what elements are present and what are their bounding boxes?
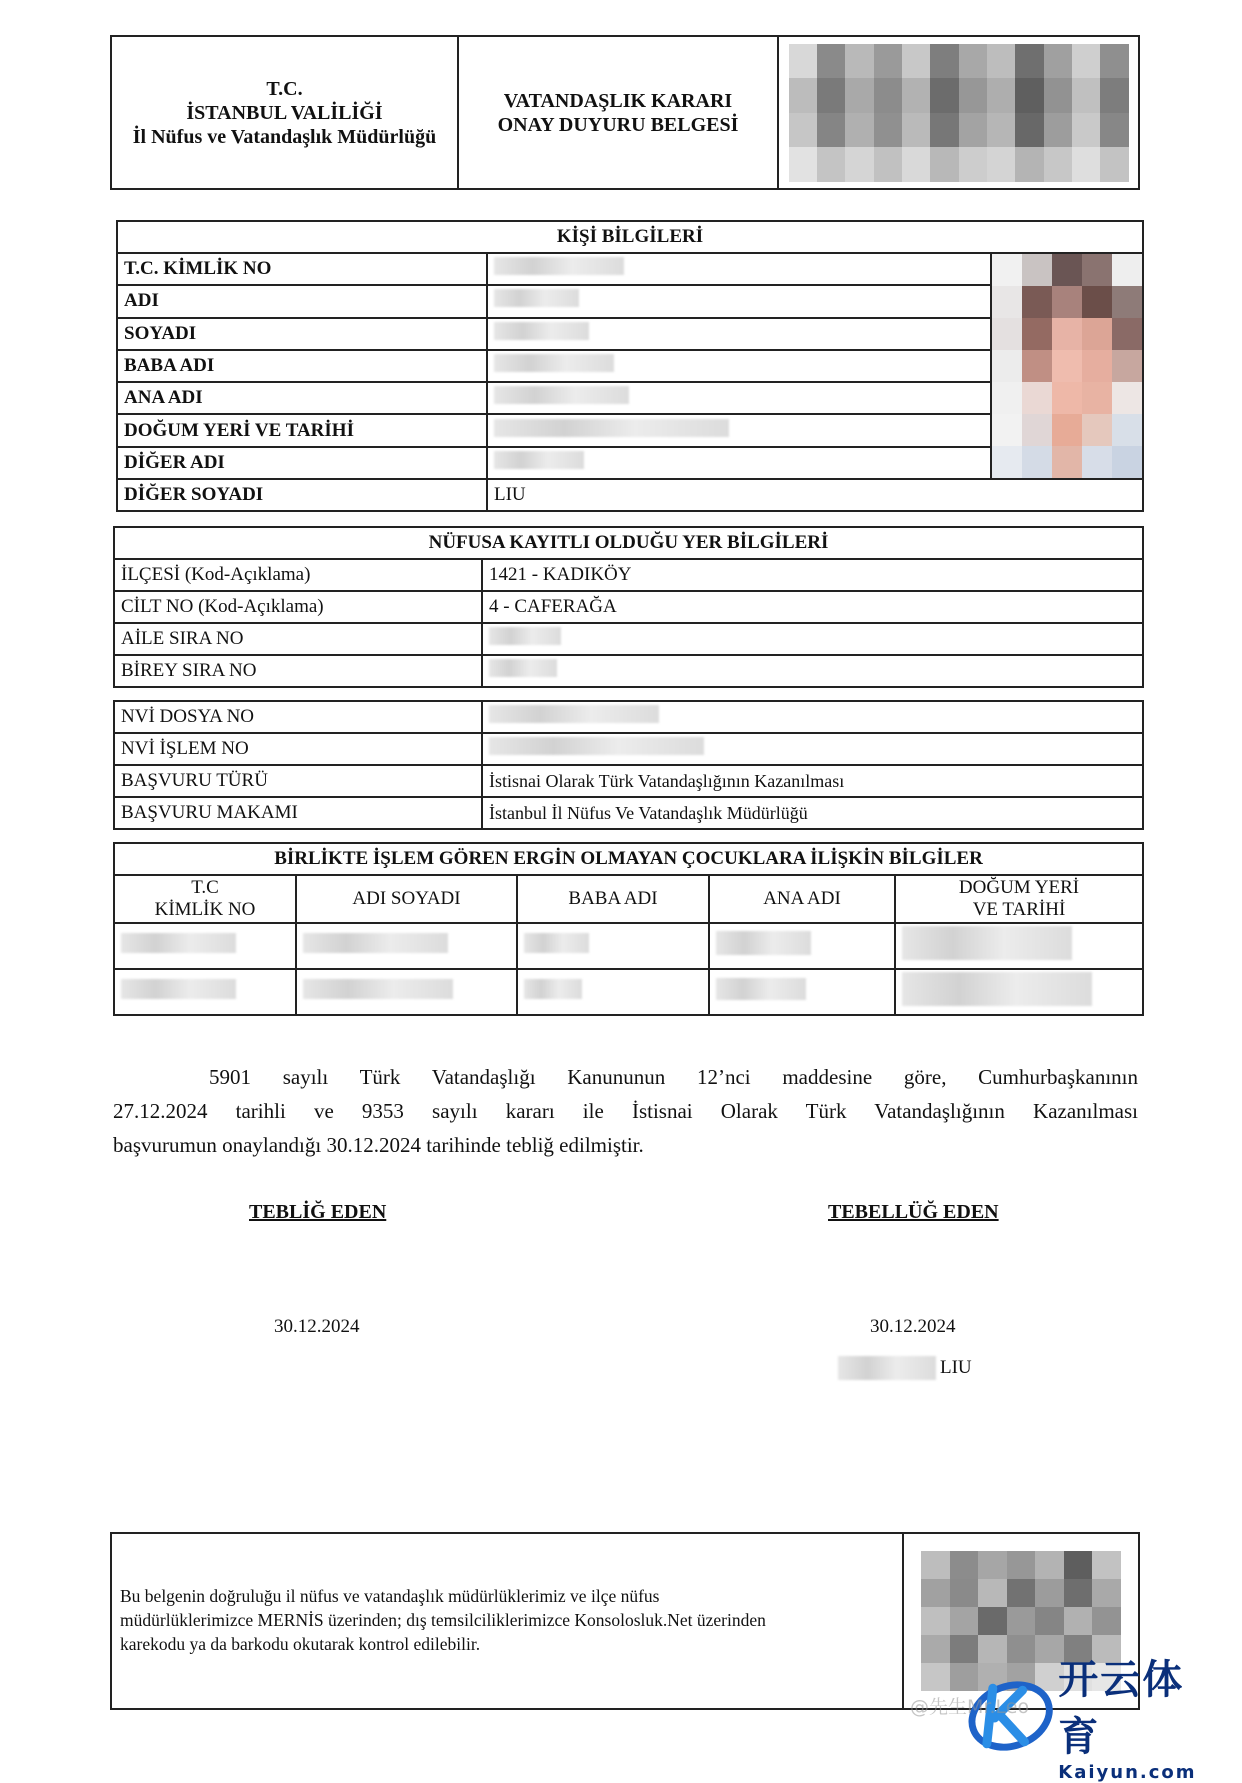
authority-line-1: T.C.	[266, 77, 303, 100]
redacted-value	[902, 972, 1092, 1006]
redacted-value	[121, 933, 236, 953]
title-line-1: VATANDAŞLIK KARARI	[503, 89, 733, 112]
statement-line-1: 5901 sayılı Türk Vatandaşlığı Kanununun 12’nci maddesine göre, Cumhurbaşkanının	[209, 1065, 1138, 1089]
value-baba-adi	[487, 350, 991, 382]
col-adi-soyadi: ADI SOYADI	[296, 875, 517, 923]
header-barcode	[779, 37, 1138, 188]
value-birey-sira-no	[482, 655, 1143, 687]
redacted-value	[494, 289, 579, 307]
watermark-domain: Kaiyun.com	[1058, 1762, 1197, 1783]
statement-line-2: 27.12.2024 tarihli ve 9353 sayılı kararı ile İstisnai Olarak Türk Vatandaşlığının Kazanılması	[113, 1099, 1138, 1123]
table-row	[114, 969, 1143, 1015]
label-baba-adi: BABA ADI	[117, 350, 487, 382]
value-dogum-yeri-tarihi	[487, 414, 991, 446]
children-info-table	[113, 842, 1144, 1016]
statement-line-3: başvurumun onaylandığı 30.12.2024 tarihinde tebliğ edilmiştir.	[113, 1133, 644, 1157]
col-tc-kimlik-no-line-2: KİMLİK NO	[154, 899, 256, 920]
redacted-value	[524, 933, 589, 953]
redacted-value	[716, 978, 806, 1000]
value-basvuru-makami: İstanbul İl Nüfus Ve Vatandaşlık Müdürlüğü	[482, 797, 1143, 829]
value-basvuru-turu: İstisnai Olarak Türk Vatandaşlığının Kazanılması	[482, 765, 1143, 797]
photo-cell	[991, 253, 1143, 479]
statement-paragraph	[113, 1060, 1138, 1162]
redacted-value	[489, 705, 659, 723]
right-signature-surname: LIU	[940, 1357, 972, 1378]
label-basvuru-makami: BAŞVURU MAKAMI	[114, 797, 482, 829]
left-signature-title: TEBLİĞ EDEN	[249, 1201, 387, 1223]
footer-line-2: müdürlüklerimizce MERNİS üzerinden; dış temsilciliklerimizce Konsolosluk.Net üzerinden	[120, 1610, 766, 1630]
left-signature-date: 30.12.2024	[274, 1316, 360, 1337]
label-birey-sira-no: BİREY SIRA NO	[114, 655, 482, 687]
verification-text	[112, 1534, 904, 1708]
watermark-brand: 开云体育	[1058, 1657, 1185, 1760]
label-aile-sira-no: AİLE SIRA NO	[114, 623, 482, 655]
redacted-value	[838, 1356, 936, 1380]
col-dogum-yeri-tarihi	[895, 875, 1143, 923]
redacted-value	[303, 979, 453, 999]
footer-line-1: Bu belgenin doğruluğu il nüfus ve vatandaşlık müdürlüklerimiz ve ilçe nüfus	[120, 1586, 660, 1606]
value-diger-adi	[487, 447, 991, 479]
label-nvi-islem-no: NVİ İŞLEM NO	[114, 733, 482, 765]
value-adi	[487, 285, 991, 317]
personal-section-title: KİŞİ BİLGİLERİ	[117, 221, 1143, 253]
redacted-value	[524, 979, 582, 999]
redacted-value	[303, 933, 448, 953]
redacted-value	[121, 979, 236, 999]
redacted-value	[494, 419, 729, 437]
registry-section-title: NÜFUSA KAYITLI OLDUĞU YER BİLGİLERİ	[114, 527, 1143, 559]
col-baba-adi: BABA ADI	[517, 875, 709, 923]
label-ilcesi: İLÇESİ (Kod-Açıklama)	[114, 559, 482, 591]
redacted-value	[902, 926, 1072, 960]
title-line-2: ONAY DUYURU BELGESİ	[497, 113, 739, 136]
right-signature-title: TEBELLÜĞ EDEN	[828, 1201, 999, 1223]
col-tc-kimlik-no-line-1: T.C	[191, 877, 219, 898]
barcode-blurred-image	[789, 44, 1129, 182]
label-dogum-yeri-tarihi: DOĞUM YERİ VE TARİHİ	[117, 414, 487, 446]
label-diger-adi: DİĞER ADI	[117, 447, 487, 479]
redacted-value	[716, 931, 811, 955]
person-photo-blurred	[992, 254, 1142, 478]
right-signature-date: 30.12.2024	[870, 1316, 956, 1337]
label-adi: ADI	[117, 285, 487, 317]
value-aile-sira-no	[482, 623, 1143, 655]
value-nvi-dosya-no	[482, 701, 1143, 733]
document-title	[459, 37, 779, 188]
table-row	[114, 923, 1143, 969]
value-tc-kimlik-no	[487, 253, 991, 285]
issuing-authority	[112, 37, 459, 188]
authority-line-2: İSTANBUL VALİLİĞİ	[186, 101, 383, 124]
col-dogum-line-1: DOĞUM YERİ	[958, 877, 1080, 898]
label-nvi-dosya-no: NVİ DOSYA NO	[114, 701, 482, 733]
redacted-value	[494, 451, 584, 469]
value-nvi-islem-no	[482, 733, 1143, 765]
right-signature-name	[838, 1356, 972, 1380]
label-soyadi: SOYADI	[117, 318, 487, 350]
authority-line-3: İl Nüfus ve Vatandaşlık Müdürlüğü	[132, 125, 437, 148]
redacted-value	[494, 354, 614, 372]
redacted-value	[494, 386, 629, 404]
label-diger-soyadi: DİĞER SOYADI	[117, 479, 487, 511]
document-header	[110, 35, 1140, 190]
label-tc-kimlik-no: T.C. KİMLİK NO	[117, 253, 487, 285]
label-ana-adi: ANA ADI	[117, 382, 487, 414]
registry-info-table	[113, 526, 1144, 688]
redacted-value	[494, 322, 589, 340]
redacted-value	[494, 257, 624, 275]
col-dogum-line-2: VE TARİHİ	[972, 899, 1066, 920]
application-info-table	[113, 700, 1144, 830]
label-basvuru-turu: BAŞVURU TÜRÜ	[114, 765, 482, 797]
value-ilcesi: 1421 - KADIKÖY	[482, 559, 1143, 591]
value-cilt-no: 4 - CAFERAĞA	[482, 591, 1143, 623]
value-diger-soyadi: LIU	[487, 479, 1143, 511]
redacted-value	[489, 627, 561, 645]
footer-line-3: karekodu ya da barkodu okutarak kontrol edilebilir.	[120, 1634, 481, 1654]
personal-info-table	[116, 220, 1144, 512]
children-section-title: BİRLİKTE İŞLEM GÖREN ERGİN OLMAYAN ÇOCUKLARA İLİŞKİN BİLGİLER	[114, 843, 1143, 875]
redacted-value	[489, 659, 557, 677]
redacted-value	[489, 737, 704, 755]
value-ana-adi	[487, 382, 991, 414]
label-cilt-no: CİLT NO (Kod-Açıklama)	[114, 591, 482, 623]
watermark-handle: @先生Mr.Leo	[910, 1696, 1030, 1718]
value-soyadi	[487, 318, 991, 350]
col-tc-kimlik-no	[114, 875, 296, 923]
col-ana-adi: ANA ADI	[709, 875, 895, 923]
